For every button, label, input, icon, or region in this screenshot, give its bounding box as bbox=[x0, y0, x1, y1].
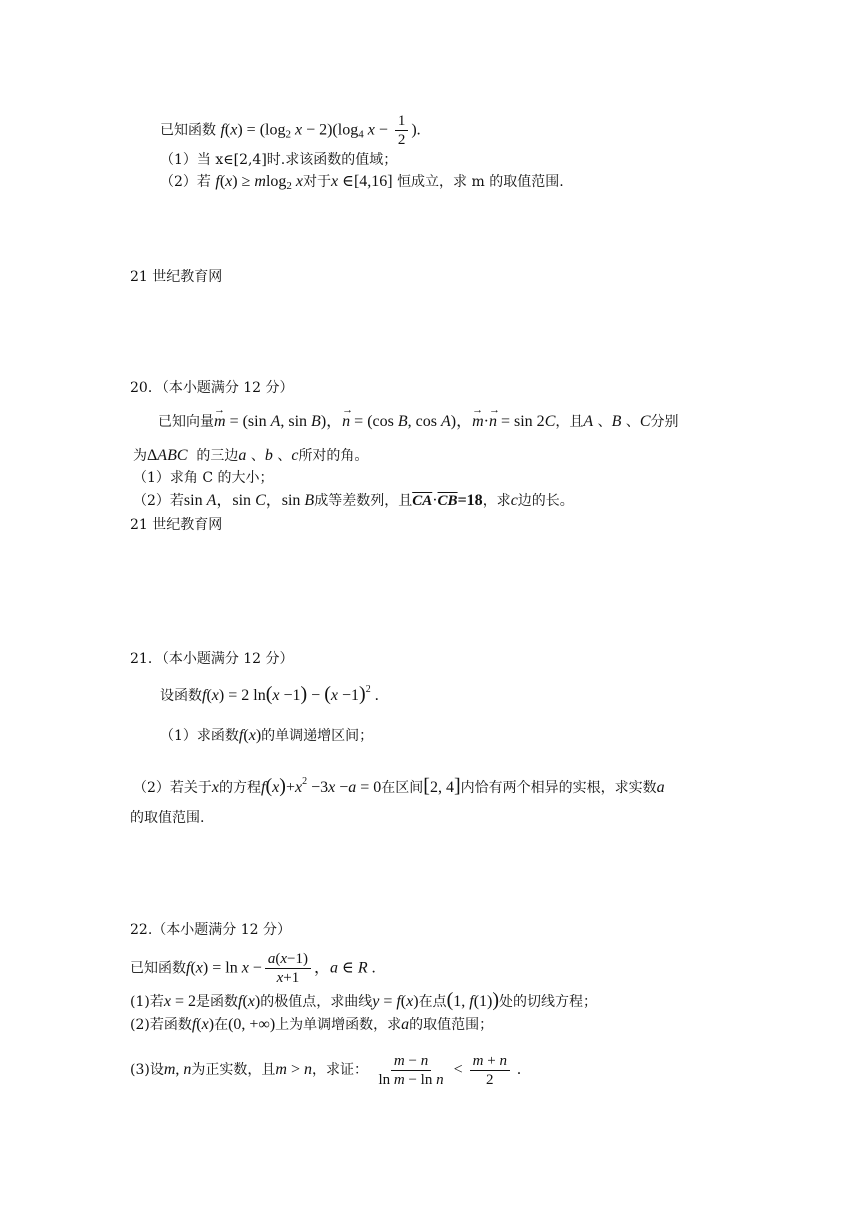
q20-line2-b: 的三边 bbox=[196, 448, 239, 464]
q19-part2: （2）若 f(x) ≥ mlog$_2$ x对于x ∈[4,16] 恒成立，求 m 的取值范围. bbox=[160, 173, 564, 192]
q21-line1: 设函数f(x) = 2 $\ln(x -1) - (x -1)^2$ . bbox=[160, 683, 379, 705]
q22-part3-b: 为正实数，且 bbox=[191, 1062, 276, 1078]
q19-part1: （1）当 x∈[2,4]时.求该函数的值域； bbox=[160, 152, 398, 168]
q20-line2-c: 所对的角。 bbox=[298, 448, 369, 464]
q21-part2-cont: 的取值范围. bbox=[130, 810, 205, 826]
q22-line1-text: 已知函数 bbox=[130, 960, 186, 977]
q20-line1-b: ，且 bbox=[555, 414, 584, 430]
q20-part2-d: 边的长。 bbox=[517, 493, 574, 509]
q20-line1: 已知向量→ m = (sin A, sin B)，→ n = (cos B, cos A)，→ m·→ n = sin 2C，且A 、B 、C分别 bbox=[158, 412, 679, 432]
q20-part1: （1）求角 C 的大小； bbox=[133, 470, 274, 486]
q22-part1: (1)若x = 2是函数f(x)的极值点，求曲线y = f(x)在点(1, f(1))处的切线方程； bbox=[130, 989, 598, 1011]
q22-line1: 已知函数f(x) = ln x − $\frac{a(x-1)}{x+1}$ ，a ∈ R . bbox=[130, 951, 376, 986]
q22-fraction: $\frac{a(x-1)}{x+1}$ bbox=[265, 950, 311, 987]
q22-part1-c: 的极值点，求曲线 bbox=[260, 994, 373, 1010]
q20-part2-a: （2）若 bbox=[133, 493, 184, 509]
q22-part2-d: 的取值范围； bbox=[409, 1017, 494, 1033]
q20-part2-b: 成等差数列，且 bbox=[314, 493, 413, 509]
q21-part2: （2）若关于x的方程$f(x)+x^2 -3x -a = 0$在区间[2, 4]内恰有两个相异的实根，求实数a bbox=[133, 775, 665, 797]
q21-part2-a: （2）若关于 bbox=[133, 780, 212, 796]
q19-fraction: $\frac{1}{2}$ bbox=[395, 112, 409, 149]
q21-header: 21．（本小题满分 12 分） bbox=[130, 651, 294, 667]
q22-part1-d: 在点 bbox=[418, 994, 447, 1010]
q19-formula: f bbox=[220, 121, 225, 139]
q22-fraction-right: $\frac{m + n}{2}$ bbox=[470, 1052, 510, 1089]
q19-part2-suffix: 恒成立，求 m 的取值范围. bbox=[397, 174, 564, 190]
watermark-1: 21 世纪教育网 bbox=[130, 269, 223, 285]
q22-part3-c: ，求证： bbox=[312, 1062, 368, 1078]
q19-stem-prefix: 已知函数 bbox=[160, 122, 216, 139]
q22-part2-b: 在 bbox=[214, 1017, 229, 1033]
q21-line1-text: 设函数 bbox=[160, 688, 202, 704]
q22-part1-e: 处的切线方程； bbox=[499, 994, 598, 1010]
q22-part1-a: (1)若 bbox=[130, 994, 164, 1010]
q21-part1-a: （1）求函数 bbox=[160, 728, 239, 744]
q22-header: 22.（本小题满分 12 分） bbox=[130, 922, 291, 938]
q21-part1-b: 的单调递增区间； bbox=[261, 728, 374, 744]
q22-part2-a: (2)若函数 bbox=[130, 1017, 192, 1033]
q20-line2-a: 为 bbox=[133, 448, 147, 464]
watermark-2: 21 世纪教育网 bbox=[130, 517, 223, 533]
q20-part2-c: ，求 bbox=[482, 493, 511, 509]
q21-part1: （1）求函数f(x)的单调递增区间； bbox=[160, 727, 374, 744]
q20-part2: （2）若sin A，sin C，sin B成等差数列，且$\overline{CA}\cdot\overline{CB}=18$，求c边的长。 bbox=[133, 492, 574, 509]
q22-fraction-left: $\frac{m - n}{\text{ln m − ln n}}$ bbox=[378, 1052, 444, 1088]
q20-line1-a: 已知向量 bbox=[158, 414, 214, 430]
q20-header: 20．（本小题满分 12 分） bbox=[130, 380, 294, 396]
q22-part1-b: 是函数 bbox=[195, 994, 238, 1010]
q21-part2-d: 内恰有两个相异的实根，求实数 bbox=[460, 780, 657, 796]
q19-stem: 已知函数 $f(x) = (\log_2$ $x - 2)(\log_4$ x − $\frac{1}{2}$ ). bbox=[160, 113, 421, 148]
q22-part2-c: 上为单调增函数，求 bbox=[275, 1017, 402, 1033]
q21-part2-c: 在区间 bbox=[381, 780, 424, 796]
q21-part2-b: 的方程 bbox=[219, 780, 262, 796]
q22-part2: (2)若函数f(x)在(0, +∞)上为单调增函数，求a的取值范围； bbox=[130, 1016, 494, 1033]
q22-part3: (3)设m, n为正实数，且m > n，求证： $\frac{m - n}{\text{ln m − ln n}}$ < $\frac{m + n}{2}$ . bbox=[130, 1052, 521, 1088]
q22-part3-a: (3)设 bbox=[130, 1062, 164, 1078]
q19-part2-prefix: （2）若 bbox=[160, 174, 211, 190]
q20-line2: 为ΔABC 的三边a 、b 、c所对的角。 bbox=[133, 447, 369, 464]
q20-line1-c: 分别 bbox=[650, 414, 679, 430]
